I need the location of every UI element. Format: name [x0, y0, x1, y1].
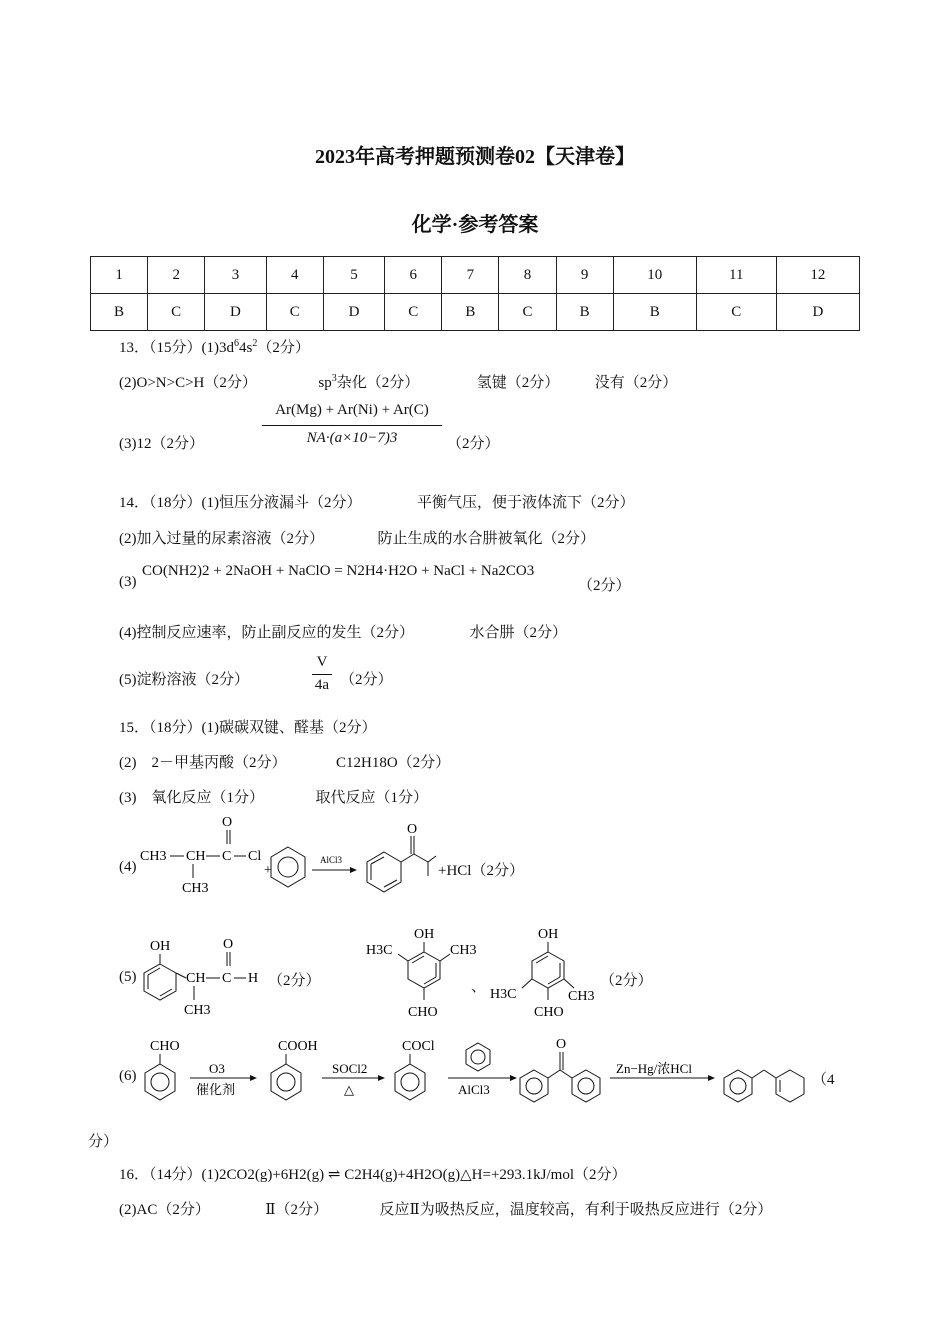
ring-bond [424, 977, 436, 984]
benzene-ring [520, 1070, 548, 1102]
q16-p1-post: C2H4(g)+4H2O(g)△H=+293.1kJ/mol（2分） [344, 1167, 627, 1183]
q14-p1: 14．（18分）(1)恒压分液漏斗（2分） [119, 495, 362, 511]
label-ch3: CH3 [140, 849, 167, 864]
benzene-ring [367, 852, 401, 892]
benzene-ring [271, 1064, 301, 1100]
label-o: O [556, 1037, 567, 1052]
arrow-head [510, 1075, 517, 1081]
q14-p4: (4)控制反应速率，防止副反应的发生（2分） [119, 625, 414, 641]
table-cell: D [776, 294, 859, 331]
page-subtitle: 化学·参考答案 [411, 214, 539, 236]
q15-p6-tail2: 分） [88, 1134, 119, 1150]
q16-p2b: Ⅱ（2分） [265, 1202, 329, 1218]
q13-sup: 2 [252, 338, 258, 349]
label-o: O [222, 815, 233, 830]
table-cell: 6 [385, 257, 442, 294]
label-h3c: H3C [490, 987, 517, 1002]
q14-part5: (5)淀粉溶液（2分） [119, 672, 249, 688]
table-cell: C [499, 294, 556, 331]
q13-p2b: sp [318, 375, 332, 391]
table-cell: B [91, 294, 148, 331]
label-ch3: CH3 [182, 881, 209, 896]
q14-frac-bar [312, 674, 332, 675]
benzene-ring [572, 1070, 600, 1102]
arrow-head [708, 1075, 715, 1081]
table-cell: D [205, 294, 266, 331]
q16-equilibrium-arrow: ⇌ [327, 1167, 341, 1183]
benzene-circle [151, 1073, 169, 1091]
label-cl: Cl [248, 849, 262, 864]
table-cell: 4 [266, 257, 323, 294]
benzene-ring [724, 1070, 752, 1102]
q14-part2 [119, 527, 595, 548]
table-cell: 9 [556, 257, 613, 294]
ring-bond [160, 989, 172, 996]
q16-p2c: 反应Ⅱ为吸热反应，温度较高，有利于吸热反应进行（2分） [379, 1202, 773, 1218]
table-cell: 5 [323, 257, 384, 294]
label-ch3: CH3 [184, 1003, 211, 1018]
benzene-circle [401, 1073, 419, 1091]
q13-p2a: (2)O>N>C>H（2分） [119, 375, 257, 391]
label-ch: CH [186, 849, 206, 864]
label-c: C [222, 849, 232, 864]
ring-bond [148, 968, 160, 975]
arrow-head [378, 1075, 385, 1081]
q14-p1b: 平衡气压，便于液体流下（2分） [417, 495, 635, 511]
benzene-ring [144, 964, 176, 1000]
label-heat: △ [344, 1082, 354, 1097]
q14-part3: (3) [119, 574, 137, 590]
table-row-answers [91, 294, 860, 331]
q13-sup: 6 [234, 338, 239, 349]
q13-part3: (3)12（2分） [119, 436, 204, 452]
bond [176, 973, 186, 978]
q13-head: 13．（15分）(1)3d [119, 340, 234, 356]
q15-p5-score2: （2分） [600, 973, 653, 989]
q13-p2b-post: 杂化（2分） [336, 375, 420, 391]
table-cell: C [696, 294, 776, 331]
q16-p1-pre: 16．（14分）(1)2CO2(g)+6H2(g) [119, 1167, 325, 1183]
bond [548, 1070, 560, 1078]
q15-p6-tail1: （4 [812, 1072, 835, 1088]
table-cell: B [442, 294, 499, 331]
label-o: O [223, 937, 234, 952]
arrow-head [250, 1075, 257, 1081]
q16-p2a: (2)AC（2分） [119, 1202, 210, 1218]
q13-mid: 4s [239, 340, 253, 356]
bond [764, 1070, 776, 1078]
q13-sup: 3 [331, 373, 337, 384]
label-h3c: H3C [366, 943, 393, 958]
q13-part1 [119, 336, 310, 357]
label-cho: CHO [534, 1005, 564, 1020]
q13-fraction-numerator: Ar(Mg) + Ar(Ni) + Ar(C) [275, 402, 429, 418]
benzene-circle [471, 1050, 485, 1064]
label-znhg: Zn−Hg/浓HCl [616, 1061, 692, 1076]
q14-part1 [119, 491, 635, 512]
q14-frac-den: 4a [314, 677, 330, 693]
ring-bond [548, 977, 560, 984]
table-cell: 1 [91, 257, 148, 294]
label-c: C [222, 971, 232, 986]
q15-p3a: (3) 氧化反应（1分） [119, 790, 264, 806]
q15-p4-prefix: (4) [119, 859, 137, 875]
benzene-circle [730, 1078, 746, 1094]
label-o: O [407, 822, 418, 837]
label-alcl3: AlCl3 [320, 855, 343, 865]
q14-p3-score: （2分） [578, 578, 631, 594]
q15-part2 [119, 751, 450, 772]
table-cell: 7 [442, 257, 499, 294]
q14-part4 [119, 621, 567, 642]
table-cell: C [266, 294, 323, 331]
q16-part2 [119, 1198, 772, 1219]
q15-p3b: 取代反应（1分） [315, 790, 429, 806]
label-ch3: CH3 [450, 943, 477, 958]
q15-p5-structure-1 [138, 930, 268, 1022]
q15-p5-separator: 、 [471, 979, 487, 995]
benzene-circle [278, 857, 298, 877]
label-cocl: COCl [402, 1039, 435, 1054]
plus-sign: + [264, 863, 272, 878]
bond [752, 1070, 764, 1078]
bond [522, 979, 532, 988]
benzene-circle [277, 1073, 295, 1091]
q15-p5-score1: （2分） [268, 973, 321, 989]
table-row-numbers [91, 257, 860, 294]
table-cell: 11 [696, 257, 776, 294]
label-cho: CHO [150, 1039, 180, 1054]
bond [401, 854, 414, 862]
benzene-ring [532, 952, 564, 988]
bond [564, 979, 574, 988]
arrow-head [350, 867, 357, 873]
q15-part3 [119, 786, 428, 807]
label-o3: O3 [209, 1061, 225, 1076]
q13-fraction-denominator: NA·(a×10−7)3 [306, 430, 398, 446]
bond [560, 1070, 572, 1078]
label-oh: OH [414, 927, 435, 942]
benzene-ring [395, 1064, 425, 1100]
benzene-circle [578, 1078, 594, 1094]
table-cell: B [613, 294, 696, 331]
label-cho: CHO [408, 1005, 438, 1020]
q15-p5-structure-2 [362, 922, 482, 1022]
q15-p6-synthesis-route [138, 1030, 818, 1110]
label-h: H [248, 971, 259, 986]
q13-p2c: 氢键（2分） [476, 375, 560, 391]
q15-p6-prefix: (6) [119, 1068, 137, 1084]
label-cooh: COOH [278, 1039, 318, 1054]
q13-score: （2分） [257, 340, 310, 356]
bond [440, 954, 450, 961]
q14-equation: CO(NH2)2 + 2NaOH + NaClO = N2H4·H2O + NaCl + Na2CO3 [142, 563, 535, 579]
benzene-ring [466, 1043, 490, 1071]
bond [398, 954, 408, 961]
q13-fraction-bar [262, 425, 442, 426]
answer-table [90, 256, 860, 331]
bond [414, 854, 428, 862]
benzene-ring [145, 1064, 175, 1100]
q14-p2: (2)加入过量的尿素溶液（2分） [119, 531, 324, 547]
label-catalyst: 催化剂 [196, 1082, 236, 1097]
label-alcl3: AlCl3 [458, 1082, 490, 1097]
q16-part1 [119, 1163, 627, 1184]
bond [428, 856, 436, 862]
q14-frac-num: V [316, 654, 328, 670]
table-cell: 10 [613, 257, 696, 294]
q15-p4-tail: +HCl（2分） [438, 863, 524, 879]
q14-p5-score: （2分） [340, 672, 393, 688]
q15-p5-prefix: (5) [119, 969, 137, 985]
benzene-circle [526, 1078, 542, 1094]
label-oh: OH [538, 927, 559, 942]
q13-p3-score: （2分） [447, 436, 500, 452]
q15-p5-structure-3 [484, 922, 604, 1022]
benzene-ring [271, 847, 305, 887]
label-ch3: CH3 [568, 989, 595, 1004]
label-socl2: SOCl2 [332, 1061, 368, 1076]
table-cell: 12 [776, 257, 859, 294]
table-cell: 3 [205, 257, 266, 294]
q14-p2b: 防止生成的水合肼被氧化（2分） [377, 531, 596, 547]
q13-p2d: 没有（2分） [594, 375, 678, 391]
table-cell: 8 [499, 257, 556, 294]
q15-p2a: (2) 2－甲基丙酸（2分） [119, 755, 287, 771]
table-cell: 2 [148, 257, 205, 294]
ring-bond [536, 956, 548, 963]
table-cell: C [148, 294, 205, 331]
table-cell: B [556, 294, 613, 331]
table-cell: D [323, 294, 384, 331]
ring-bond [412, 956, 424, 963]
benzene-ring [408, 952, 440, 988]
q13-part2 [119, 371, 677, 392]
q15-part1: 15．（18分）(1)碳碳双键、醛基（2分） [119, 720, 377, 736]
q15-p2b: C12H18O（2分） [336, 755, 451, 771]
page-title: 2023年高考押题预测卷02【天津卷】 [315, 146, 635, 168]
q15-p4-reaction-diagram [138, 812, 438, 902]
table-cell: C [385, 294, 442, 331]
q14-p4b: 水合肼（2分） [469, 625, 568, 641]
label-ch: CH [186, 971, 206, 986]
label-oh: OH [150, 939, 171, 954]
